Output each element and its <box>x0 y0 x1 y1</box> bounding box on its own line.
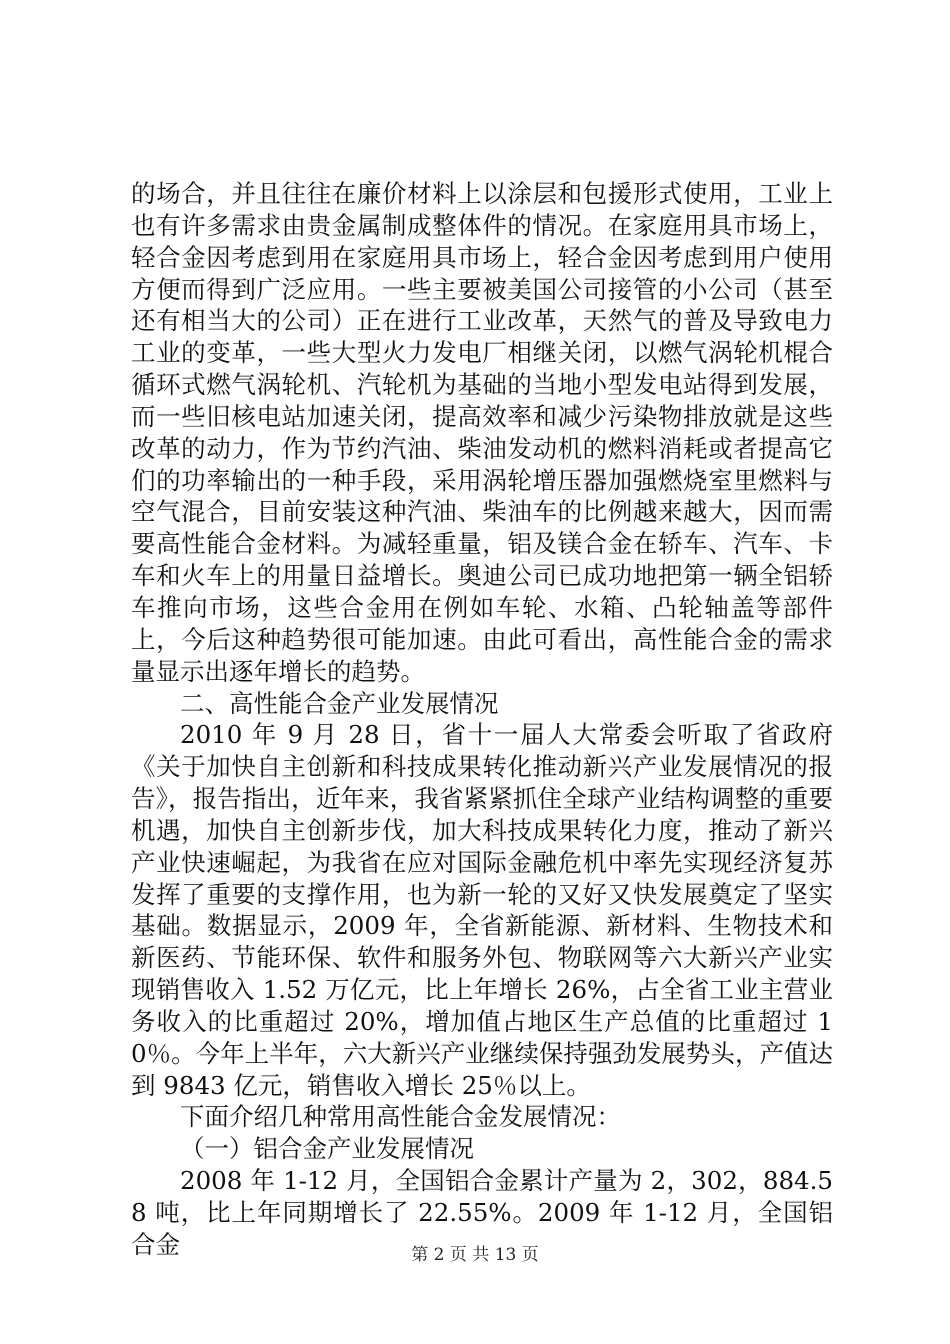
document-body <box>131 178 833 1261</box>
paragraph-aluminum-output: 2008 年 1-12 月，全国铝合金累计产量为 2，302，884.58 吨，比上年同期增长了 22.55%。2009 年 1-12 月，全国铝合金 <box>131 1166 833 1259</box>
section-heading-2: 二、高性能合金产业发展情况 <box>180 688 499 718</box>
paragraph-intro-alloys: 下面介绍几种常用高性能合金发展情况： <box>180 1102 621 1132</box>
paragraph-continued: 的场合，并且往往在廉价材料上以涂层和包援形式使用，工业上也有许多需求由贵金属制成整体件的情况。在家庭用具市场上，轻合金因考虑到用在家庭用具市场上，轻合金因考虑到用户使用方便而得到广泛应用。一些主要被美国公司接管的小公司（甚至还有相当大的公司）正在进行工业改革，天然气的普及导致电力工业的变革，一些大型火力发电厂相继关闭，以燃气涡轮机棍合循环式燃气涡轮机、汽轮机为基础的当地小型发电站得到发展，而一些旧核电站加速关闭，提高效率和减少污染物排放就是这些改革的动力，作为节约汽油、柴油发动机的燃料消耗或者提高它们的功率输出的一种手段，采用涡轮增压器加强燃烧室里燃料与空气混合，目前安装这种汽油、柴油车的比例越来越大，因而需要高性能合金材料。为减轻重量，铝及镁合金在轿车、汽车、卡车和火车上的用量日益增长。奥迪公司已成功地把第一辆全铝轿车推向市场，这些合金用在例如车轮、水箱、凸轮轴盖等部件上，今后这种趋势很可能加速。由此可看出，高性能合金的需求量显示出逐年增长的趋势。 <box>131 179 833 686</box>
page-number-footer: 第 2 页 共 13 页 <box>411 1245 539 1265</box>
paragraph-industry-development: 2010 年 9 月 28 日，省十一届人大常委会听取了省政府《关于加快自主创新和科技成果转化推动新兴产业发展情况的报告》，报告指出，近年来，我省紧紧抓住全球产业结构调整的重要机遇，加快自主创新步伐，加大科技成果转化力度，推动了新兴产业快速崛起，为我省在应对国际金融危机中率先实现经济复苏发挥了重要的支撑作用，也为新一轮的又好又快发展奠定了坚实基础。数据显示，2009 年，全省新能源、新材料、生物技术和新医药、节能环保、软件和服务外包、物联网等六大新兴产业实现销售收入 1.52 万亿元，比上年增长 26%，占全省工业主营业务收入的比重超过 20%，增加值占地区生产总值的比重超过 10％。今年上半年，六大新兴产业继续保持强劲发展势头，产值达到 9843 亿元，销售收入增长 25％以上。 <box>131 720 833 1100</box>
subsection-heading-aluminum: （一）铝合金产业发展情况 <box>180 1134 474 1164</box>
